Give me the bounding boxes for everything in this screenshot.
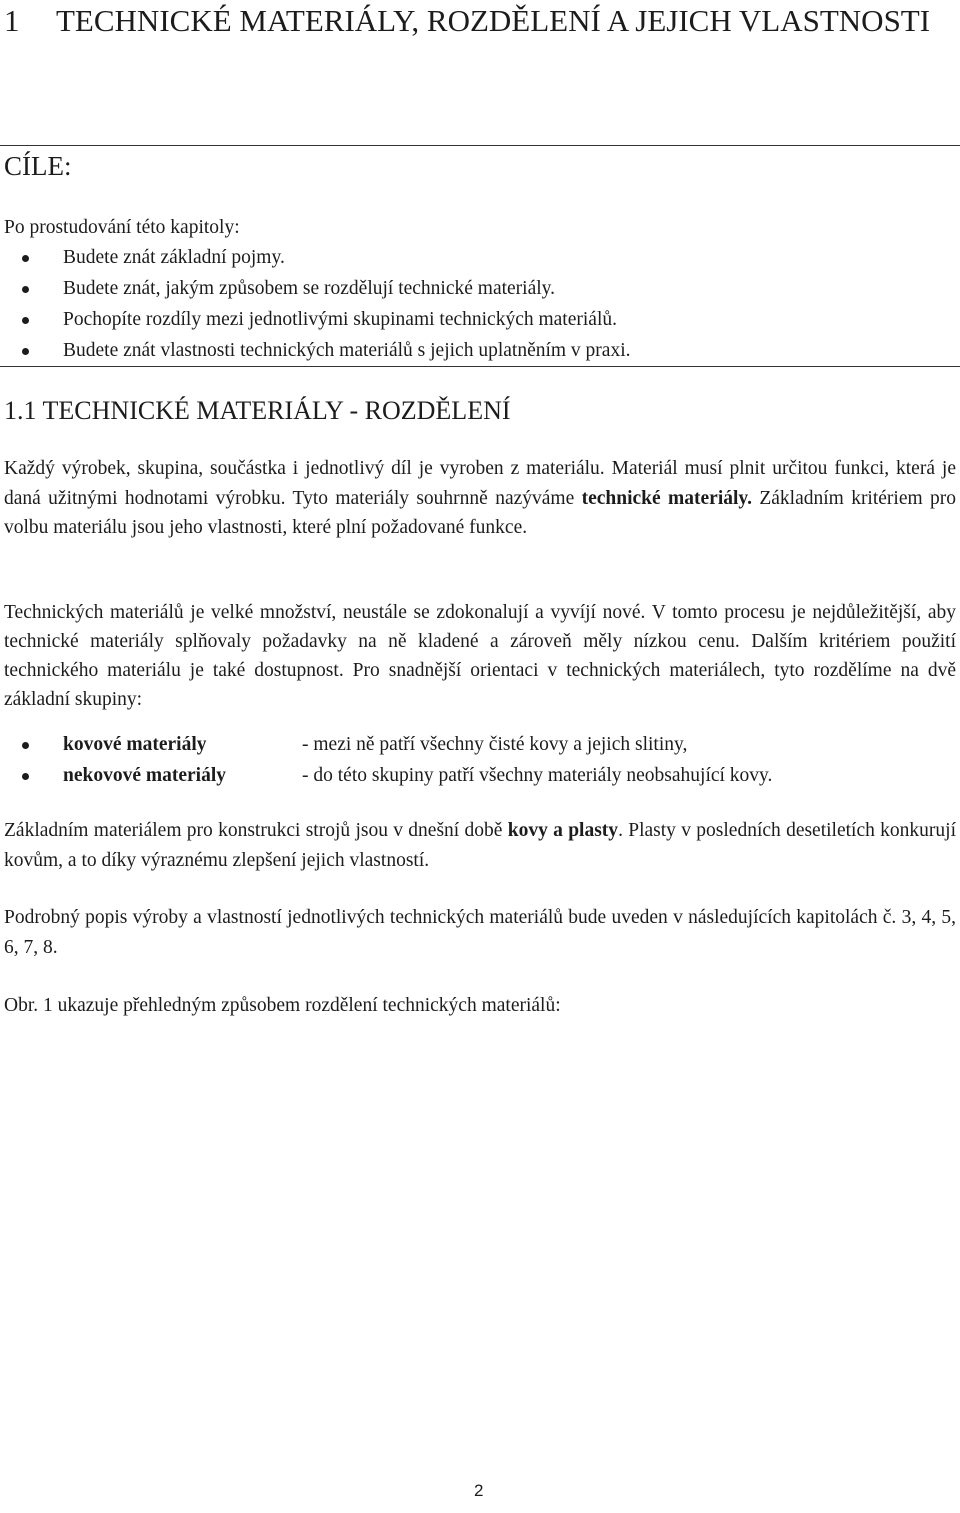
paragraph-text: Každý výrobek, skupina, součástka i jednotlivý díl je vyroben z materiálu. Materiál musí plnit určitou funkci, která je daná užitnými hodnotami výrobku. Tyto materiály souhrnně nazýváme [4,458,956,509]
bullet-icon [22,773,29,780]
emphasis-term: kovy a plasty [507,820,619,841]
bullet-icon [22,317,29,324]
paragraph-text: Základním materiálem pro konstrukci strojů jsou v dnešní době [4,820,508,841]
paragraph-groups: Technických materiálů je velké množství, neustále se zdokonalují a vyvíjí nové. V tomto procesu je nejdůležitější, aby technické materiály splňovaly požadavky na ně kladené a zároveň měly nízkou cenu. Dalším kritériem použití technického materiálu je také dostupnost. Pro snadnější orientaci v technických materiálech, tyto rozdělíme na dvě základní skupiny: [4,602,956,710]
section-heading: 1.1 TECHNICKÉ MATERIÁLY - ROZDĚLENÍ [4,396,511,425]
goals-intro: Po prostudování této kapitoly: [4,217,240,238]
goals-top-divider [0,145,960,146]
goals-list-item [0,304,631,335]
paragraph-base-materials [4,816,956,875]
paragraph-chapters-reference: Podrobný popis výroby a vlastností jednotlivých technických materiálů bude uveden v následujících kapitolách č. 3, 4, 5, 6, 7, 8. [4,907,956,958]
bullet-icon [22,286,29,293]
goals-list-item [0,242,631,273]
paragraph-intro [4,454,956,543]
bullet-icon [22,742,29,749]
material-group-name: nekovové materiály [63,765,227,786]
goals-list [0,242,631,366]
goals-list-item [0,335,631,366]
goals-list-item-text: Budete znát základní pojmy. [63,247,285,268]
material-group-desc: - do této skupiny patří všechny materiály neobsahující kovy. [302,765,773,786]
chapter-number: 1 [4,3,20,38]
paragraph-text: Základním kritériem pro volbu materiálu jsou jeho vlastnosti, které plní požadované funkce. [4,487,957,538]
emphasis-term: technické materiály. [581,487,752,509]
page-number: 2 [474,1481,484,1500]
goals-list-item-text: Pochopíte rozdíly mezi jednotlivými skupinami technických materiálů. [63,309,617,330]
section-top-divider [0,366,960,367]
bullet-icon [22,348,29,355]
material-group-name: kovové materiály [63,734,207,755]
goals-list-item [0,273,631,304]
chapter-title [4,2,944,40]
bullet-icon [22,255,29,262]
paragraph-figure-reference: Obr. 1 ukazuje přehledným způsobem rozdělení technických materiálů: [4,995,561,1016]
goals-list-item-text: Budete znát vlastnosti technických materiálů s jejich uplatněním v praxi. [63,340,631,361]
goals-heading: CÍLE: [4,151,72,181]
chapter-title-text: TECHNICKÉ MATERIÁLY, ROZDĚLENÍ A JEJICH VLASTNOSTI [56,3,931,38]
goals-list-item-text: Budete znát, jakým způsobem se rozdělují technické materiály. [63,278,556,299]
material-group-desc: - mezi ně patří všechny čisté kovy a jejich slitiny, [302,734,688,755]
paragraph-text: . Plasty v posledních desetiletích konkurují kovům, a to díky výraznému zlepšení jejich vlastností. [4,820,957,871]
